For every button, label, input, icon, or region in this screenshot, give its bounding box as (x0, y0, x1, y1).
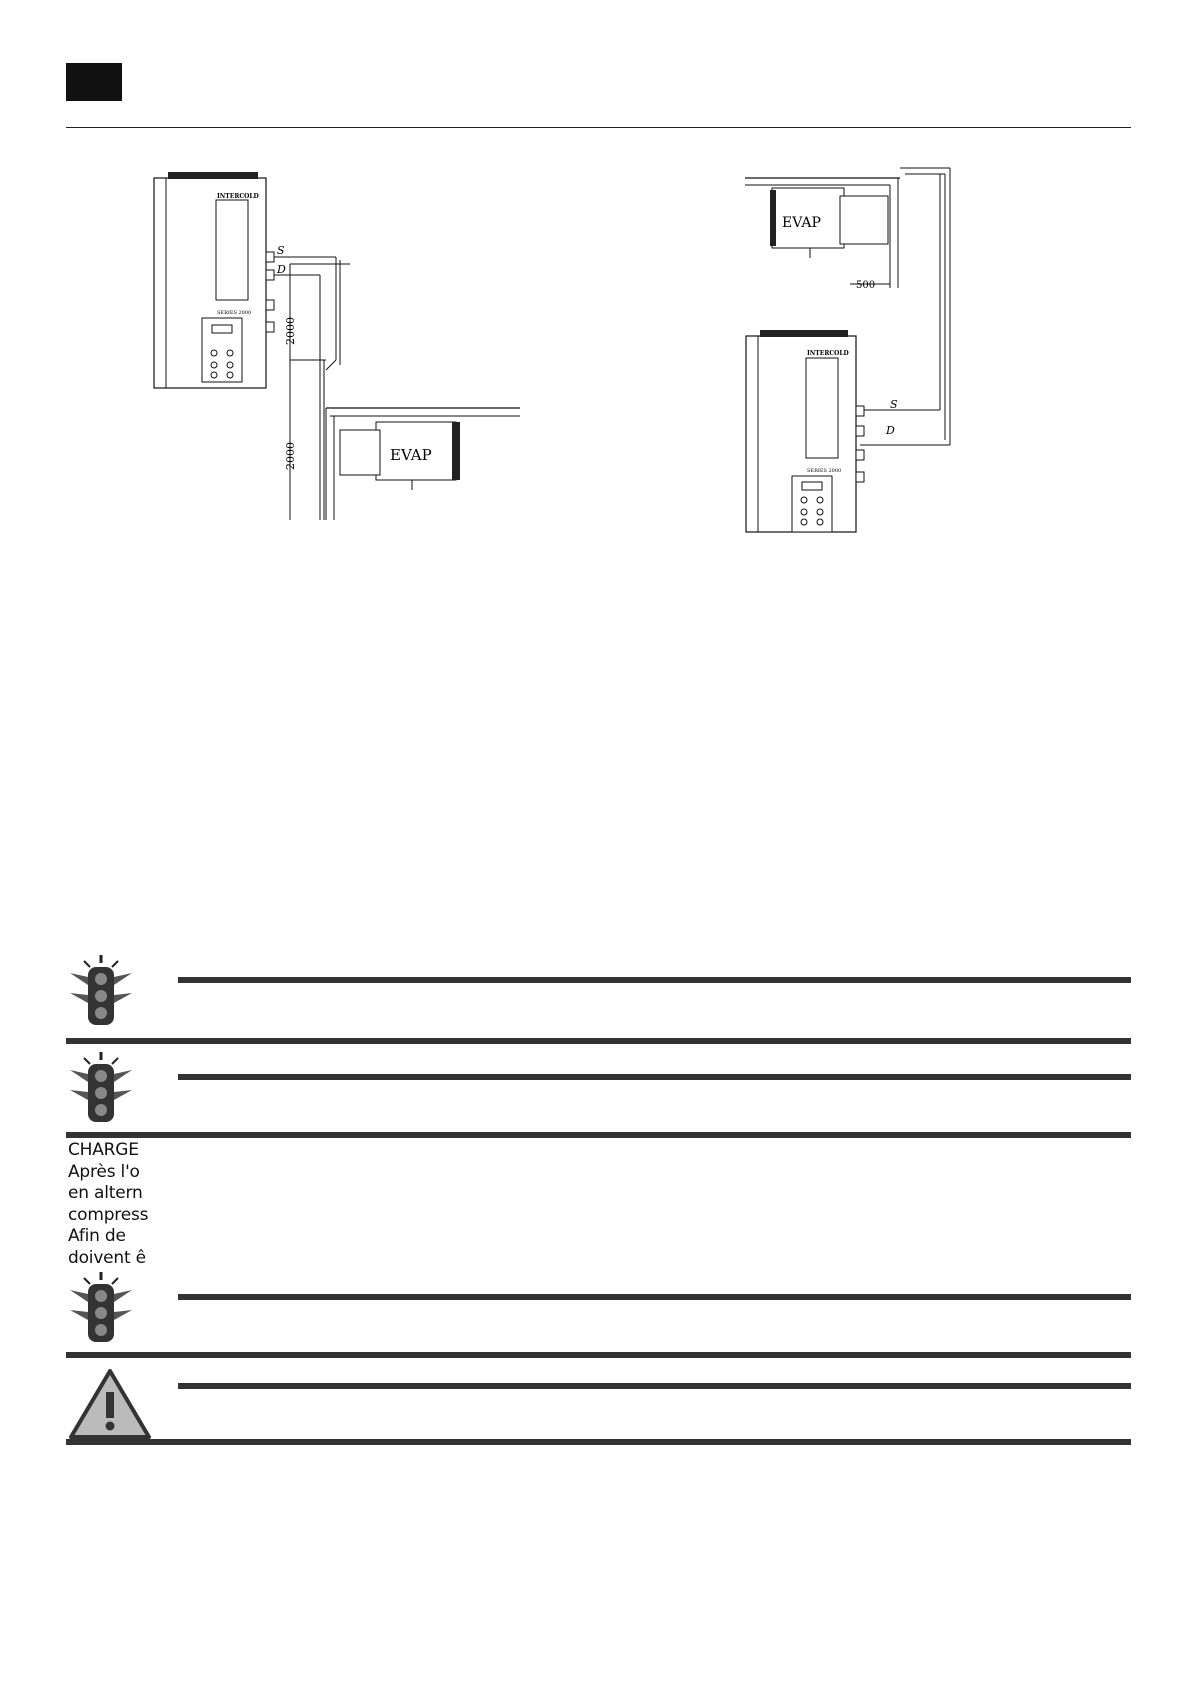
unit-model-left: SERIES 2000 (217, 310, 252, 316)
traffic-light-icon (66, 1052, 136, 1127)
warning-rule-bottom (66, 1439, 1131, 1445)
charge-line: Afin de (68, 1226, 126, 1246)
suction-label-left: S (277, 244, 285, 257)
suction-label-right: S (890, 398, 898, 411)
unit-brand-left: INTERCOLD (217, 193, 259, 200)
charge-line: compress (68, 1204, 149, 1225)
unit-brand-right: INTERCOLD (807, 350, 849, 357)
note-rule-bottom-1 (66, 1038, 1131, 1044)
header-rule (66, 127, 1131, 128)
discharge-label-left: D (277, 263, 286, 276)
note-rule-bottom-2 (66, 1132, 1131, 1138)
note-rule-bottom-3 (66, 1352, 1131, 1358)
charge-line: en altern (68, 1183, 143, 1203)
charge-heading: CHARGE (68, 1140, 139, 1160)
installation-diagram-left (140, 160, 540, 540)
note-rule-top-3 (178, 1294, 1131, 1300)
dimension-lower: 2000 (284, 442, 297, 470)
section-tab (66, 63, 122, 101)
dimension-upper: 2000 (284, 317, 297, 345)
installation-diagram-right (740, 160, 990, 535)
traffic-light-icon (66, 1272, 136, 1347)
charge-section (68, 1140, 148, 1269)
note-rule-top-2 (178, 1074, 1131, 1080)
dimension-horizontal: 500 (856, 280, 876, 291)
charge-line: doivent ê (68, 1247, 146, 1268)
unit-model-right: SERIES 2000 (807, 468, 842, 474)
warning-triangle-icon (68, 1368, 152, 1440)
evap-label-left: EVAP (390, 446, 432, 464)
warning-rule-top (178, 1383, 1131, 1389)
note-rule-top-1 (178, 977, 1131, 983)
evap-label-right: EVAP (782, 215, 821, 231)
charge-line: Après l'o (68, 1161, 140, 1182)
discharge-label-right: D (886, 424, 895, 437)
traffic-light-icon (66, 955, 136, 1030)
